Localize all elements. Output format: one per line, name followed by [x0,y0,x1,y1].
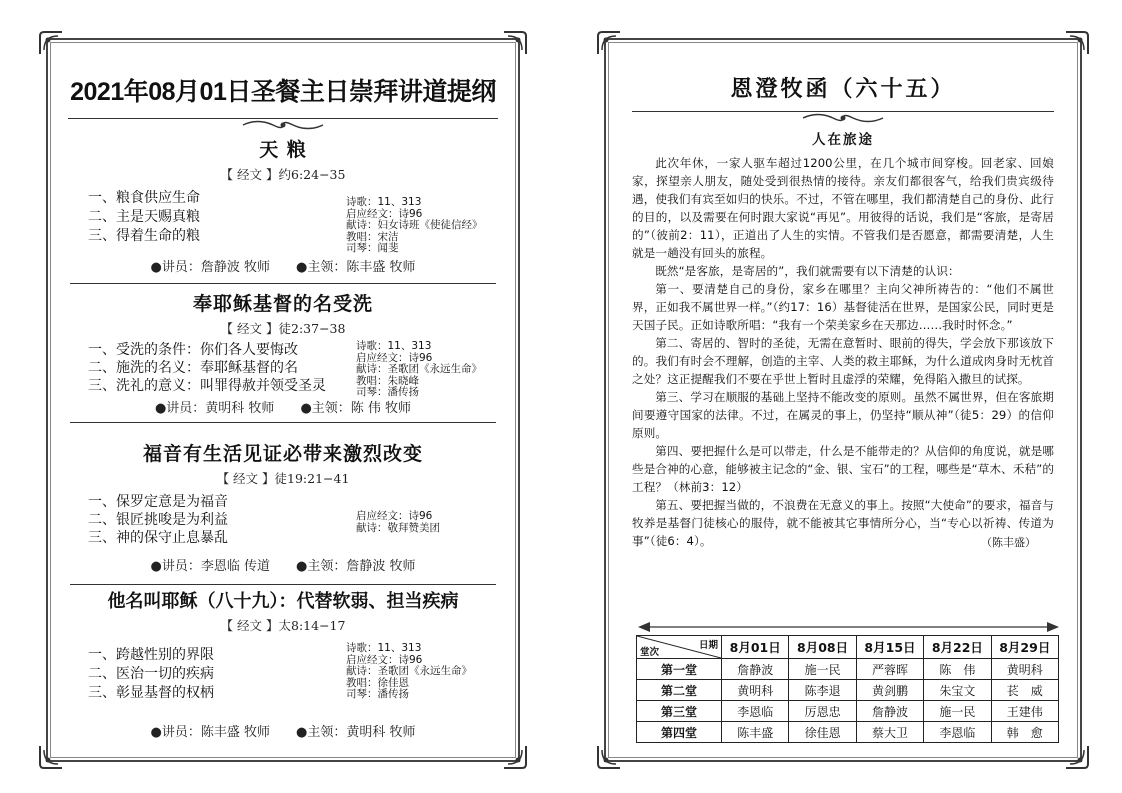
table-row [637,680,1059,701]
role-line: 诗歌：11、313 [356,340,432,352]
scripture-text: 徒19:21−41 [274,471,350,486]
scripture-tag: 【 经文 】 [220,167,279,182]
scripture-ref [68,319,498,337]
service-label: 第四堂 [637,722,722,743]
author-signature: （陈丰盛） [981,536,1036,549]
table-cell: 韩 愈 [991,722,1058,743]
paragraph: 第四、要把握什么是可以带走，什么是不能带走的？从信仰的角度说，就是哪些是合神的心意，能够被主记念的“金、银、宝石”的工程，哪些是“草木、禾秸”的工程？（林前3：12） [632,444,1055,494]
table-cell: 徐佳恩 [789,722,856,743]
sermon-title: 福音有生活见证必带来激烈改变 [142,443,423,465]
sermon-block [68,289,498,435]
paragraph: 第一、要清楚自己的身份，家乡在哪里？主向父神所祷告的：“他们不属世界，正如我不属世界一样。”（约17：16）基督徒活在世界，是国家公民，同时更是天国子民。正如诗歌所唱：“我有一个荣美家乡在天那边……我时时怀念。” [632,282,1055,332]
scripture-tag: 【 经文 】 [220,321,279,336]
flourish-icon [68,117,498,131]
role-line: 司琴：潘传扬 [356,386,419,398]
table-row [637,701,1059,722]
table-cell: 黄明科 [722,680,789,701]
paragraph: 第三、学习在顺服的基础上坚持不能改变的原则。虽然不属世界，但在客旅期间要遵守国家的法律。不过，在属灵的事上，仍坚持“顺从神”（徒5：29）的信仰原则。 [632,390,1054,440]
point-item: 二、施洗的名义：奉耶稣基督的名 [88,360,298,376]
point-item: 二、医治一切的疾病 [88,666,214,682]
role-line: 启应经文：诗96 [356,351,433,364]
table-cell: 苌 威 [991,680,1058,701]
divider [70,422,496,423]
service-label: 第二堂 [637,680,722,701]
preacher: ●讲员：詹静波 牧师 [150,260,270,275]
table-cell: 朱宝文 [924,680,991,701]
sermon-block [68,587,498,740]
page-title: 2021年08月01日圣餐主日崇拜讲道提纲 [70,78,496,106]
table-row [637,722,1059,743]
corner-cell [637,636,722,659]
role-line: 献诗：妇女诗班《使徒信经》 [346,219,483,231]
corner-ornament-icon [1064,744,1090,770]
date-cell: 8月08日 [789,636,856,659]
leader: ●主领：陈 伟 牧师 [300,401,412,416]
point-item: 三、得着生命的粮 [88,228,200,244]
date-header: 日期 [698,640,718,651]
letter-body [632,154,1054,550]
table-cell: 李恩临 [924,722,991,743]
role-line: 司琴：闻斐 [346,242,399,254]
corner-ornament-icon [596,744,622,770]
divider [70,584,496,585]
role-line: 教唱：徐佳恩 [346,676,409,689]
pastoral-letter-panel [596,30,1090,770]
paragraph: 此次年休，一家人驱车超过1200公里，在几个城市间穿梭。回老家、回娘家，探望亲人朋友，随处受到很热情的接待。亲友们都很客气，给我们贵宾级待遇，使我们有宾至如归的快乐。不过，不管在哪里，我们都清楚自己的身份、此行的目的，以及需要在何时跟大家说“再见”。用彼得的话说，我们是“客旅，是寄居的”（彼前2：11），正道出了人生的实情。不管我们是否愿意，都需要清楚，人生就是一趟没有回头的旅程。 [632,156,1054,260]
role-line: 献诗：圣歌团《永远生命》 [356,363,482,375]
role-line: 诗歌：11、313 [346,642,422,654]
corner-ornament-icon [1064,30,1090,56]
table-cell: 詹静波 [722,659,789,680]
table-cell: 陈李退 [789,680,856,701]
table-row [637,659,1059,680]
table-cell: 黄明科 [991,659,1058,680]
role-line: 司琴：潘传扬 [346,688,409,700]
table-cell: 詹静波 [856,701,923,722]
point-item: 一、粮食供应生命 [88,190,200,206]
scripture-ref [68,616,498,634]
service-roles [346,643,496,701]
preacher: ●讲员：陈丰盛 牧师 [150,725,270,740]
table-header-row [637,636,1059,659]
sermon-title: 奉耶稣基督的名受洗 [192,293,373,315]
service-label: 第一堂 [637,659,722,680]
service-roles [356,511,496,534]
preacher-line [68,555,498,574]
point-item: 三、彰显基督的权柄 [88,685,214,701]
preacher-line [68,397,498,416]
point-item: 一、跨越性别的界限 [88,647,214,663]
date-cell: 8月01日 [722,636,789,659]
role-line: 教唱：朱晓峰 [356,374,419,387]
divider [70,283,496,284]
corner-ornament-icon [502,744,528,770]
scripture-ref [68,165,498,183]
scripture-text: 太8:14−17 [278,618,346,633]
preacher: ●讲员：黄明科 牧师 [154,401,275,416]
schedule-table [636,635,1059,743]
table-cell: 王建伟 [991,701,1058,722]
corner-ornament-icon [596,30,622,56]
date-cell: 8月22日 [924,636,991,659]
table-cell: 严蓉晖 [856,659,923,680]
table-cell: 厉恩忠 [789,701,856,722]
scripture-text: 约6:24−35 [278,167,346,182]
leader: ●主领：陈丰盛 牧师 [296,260,416,275]
scripture-tag: 【 经文 】 [220,618,279,633]
table-cell: 施一民 [789,659,856,680]
point-item: 一、保罗定意是为福音 [88,494,228,510]
role-line: 启应经文：诗96 [346,653,423,666]
preacher-line [68,721,498,740]
scripture-tag: 【 经文 】 [216,471,275,486]
role-line: 献诗：圣歌团《永远生命》 [346,665,472,677]
point-item: 一、受洗的条件：你们各人要悔改 [88,342,298,358]
point-item: 三、神的保守止息暴乱 [88,530,228,546]
service-label: 第三堂 [637,701,722,722]
role-line: 启应经文：诗96 [346,207,423,220]
point-item: 二、银匠挑唆是为利益 [88,512,228,528]
point-item: 三、洗礼的意义：叫罪得赦并领受圣灵 [88,378,326,394]
point-item: 二、主是天赐真粮 [88,209,200,225]
corner-ornament-icon [502,30,528,56]
arrow-divider-icon [636,618,1061,630]
service-header: 堂次 [640,647,660,658]
table-cell: 陈 伟 [924,659,991,680]
letter-title: 恩澄牧函（六十五） [730,76,956,102]
corner-ornament-icon [38,30,64,56]
role-line: 诗歌：11、313 [346,196,422,208]
preacher-line [68,256,498,275]
sermon-title: 天 粮 [259,139,307,161]
sermon-block [68,439,498,579]
date-cell: 8月15日 [856,636,923,659]
preacher: ●讲员：李恩临 传道 [150,559,270,574]
letter-subtitle: 人在旅途 [812,132,874,148]
paragraph: 第二、寄居的、智时的圣徒，无需在意暂时、眼前的得失，学会放下那该放下的。我们有时会不理解，创造的主宰、人类的救主耶稣，为什么道成肉身时无枕首之处？这正提醒我们不要在乎世上暂时且虚浮的荣耀，免得陷入撒旦的试探。 [632,336,1054,386]
panel-content [68,60,498,746]
table-cell: 蔡大卫 [856,722,923,743]
sermon-outline-panel [38,30,528,770]
leader: ●主领：詹静波 牧师 [296,559,416,574]
sermon-title: 他名叫耶稣（八十九）：代替软弱、担当疾病 [107,591,459,612]
scripture-ref [68,469,498,487]
sermon-block [68,135,498,285]
corner-ornament-icon [38,744,64,770]
table-cell: 李恩临 [722,701,789,722]
flourish-icon [632,110,1054,124]
table-cell: 陈丰盛 [722,722,789,743]
paragraph: 既然“是客旅，是寄居的”，我们就需要有以下清楚的认识： [655,264,960,278]
scripture-text: 徒2:37−38 [278,321,346,336]
role-line: 启应经文：诗96 [356,510,433,522]
table-cell: 黄剑鹏 [856,680,923,701]
table-cell: 施一民 [924,701,991,722]
paragraph: 第五、要把握当做的，不浪费在无意义的事上。按照“大使命”的要求，福音与牧养是基督门徒核心的服侍，就不能被其它事情所分心，当“专心以祈祷、传道为事”（徒6：4）。 [632,498,1054,548]
service-roles [356,341,496,399]
role-line: 献诗：敬拜赞美团 [356,521,440,534]
leader: ●主领：黄明科 牧师 [296,725,416,740]
service-roles [346,197,496,255]
date-cell: 8月29日 [991,636,1058,659]
role-line: 教唱：宋洁 [346,230,399,243]
